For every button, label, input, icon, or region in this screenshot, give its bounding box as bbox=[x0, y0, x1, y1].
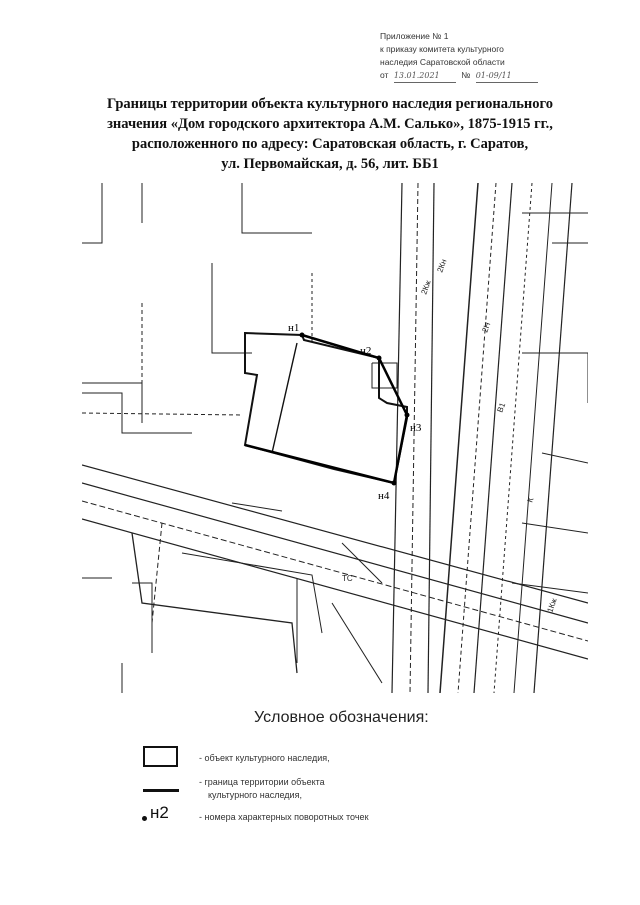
annex-header bbox=[380, 30, 600, 83]
turning-point-sample-label: н2 bbox=[150, 803, 169, 822]
map-label: 2Н bbox=[480, 320, 493, 334]
title-line-4: ул. Первомайская, д. 56, лит. ББ1 bbox=[221, 156, 439, 172]
point-n2-label: н2 bbox=[360, 345, 372, 357]
territory-boundary bbox=[245, 335, 407, 483]
point-n2-dot bbox=[377, 356, 382, 361]
map-label: ТС bbox=[342, 574, 353, 583]
map-label: К bbox=[525, 496, 536, 504]
map-label: 2Кж bbox=[419, 279, 433, 296]
number-prefix: № bbox=[461, 70, 471, 80]
boundary-line-symbol bbox=[143, 789, 179, 792]
point-n1-label: н1 bbox=[288, 322, 300, 334]
title-line-3: расположенного по адресу: Саратовская область, г. Саратов, bbox=[131, 136, 529, 152]
annex-date-line bbox=[380, 69, 600, 83]
point-n1-dot bbox=[300, 333, 305, 338]
legend-title: Условное обозначения: bbox=[254, 709, 429, 726]
legend-item-boundary: - граница территории объекта bbox=[199, 777, 325, 787]
map-label: 2Кн bbox=[435, 257, 449, 274]
cultural-heritage-object bbox=[245, 333, 407, 483]
document-title bbox=[70, 94, 590, 174]
point-n3-label: н3 bbox=[410, 422, 422, 434]
legend-item-turning-points: - номера характерных поворотных точек bbox=[199, 812, 369, 822]
point-n3-dot bbox=[405, 413, 410, 418]
title-line-1: Границы территории объекта культурного наследия регионального bbox=[107, 96, 553, 112]
annex-line-1: Приложение № 1 bbox=[380, 31, 449, 41]
annex-line-3: наследия Саратовской области bbox=[380, 57, 505, 67]
turning-points bbox=[288, 322, 422, 502]
point-n4-label: н4 bbox=[378, 490, 390, 502]
number-value: 01-09/11 bbox=[476, 69, 538, 83]
heritage-object-symbol bbox=[143, 746, 178, 767]
cadastral-map bbox=[82, 183, 588, 693]
annex-line-2: к приказу комитета культурного bbox=[380, 44, 504, 54]
map-label: 1Кж bbox=[545, 597, 559, 614]
date-prefix: от bbox=[380, 70, 389, 80]
map-label: В1 bbox=[495, 401, 508, 414]
turning-point-dot-symbol bbox=[142, 816, 147, 821]
legend-item-object: - объект культурного наследия, bbox=[199, 753, 330, 763]
legend-item-boundary-cont: культурного наследия, bbox=[208, 790, 302, 800]
map-linework bbox=[82, 183, 588, 693]
point-n4-dot bbox=[392, 481, 397, 486]
title-line-2: значения «Дом городского архитектора А.М. Салько», 1875-1915 гг., bbox=[107, 116, 553, 132]
date-value: 13.01.2021 bbox=[394, 69, 456, 83]
